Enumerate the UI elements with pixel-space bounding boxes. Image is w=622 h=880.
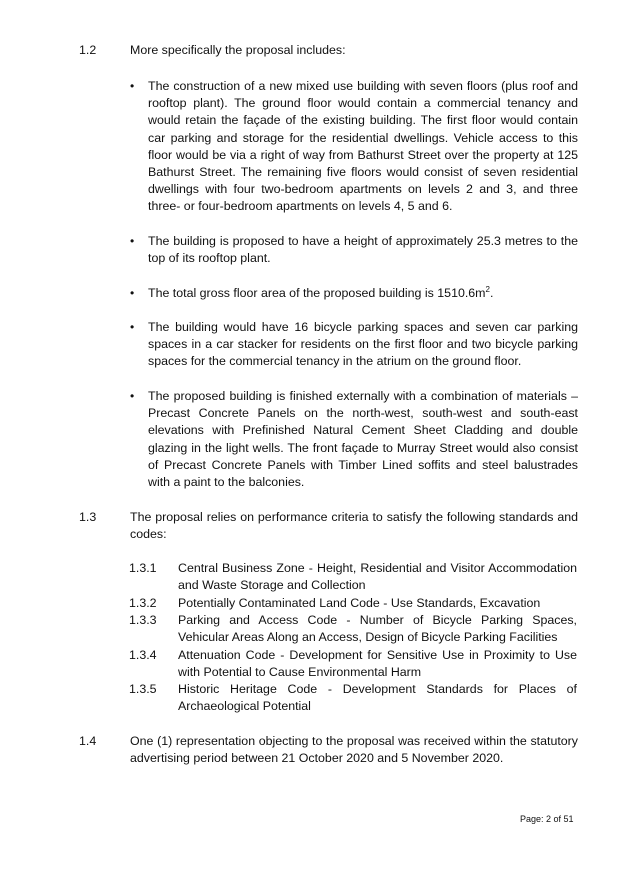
sub-item-number: 1.3.1 <box>129 561 157 575</box>
sub-item-number: 1.3.3 <box>129 613 157 627</box>
bullet-text: The construction of a new mixed use building with seven floors (plus roof and rooftop plant). The ground floor would contain a commercial tenancy and would retain the façade of the existing building. The first floor would contain car parking and storage for the residential dwellings. Vehicle access to this floor would be via a right of way from Bathurst Street over the property at 125 Bathurst Street. The remaining five floors would consist of seven residential dwellings with four two-bedroom apartments on levels 2 and 3, and three three- or four-bedroom apartments on levels 4, 5 and 6. <box>148 79 578 214</box>
sub-item-number: 1.3.5 <box>129 682 157 696</box>
section-text: More specifically the proposal includes: <box>130 43 346 57</box>
bullet-icon: • <box>130 320 135 334</box>
section-text: The proposal relies on performance criteria to satisfy the following standards and codes: <box>130 510 578 542</box>
bullet-icon: • <box>130 234 135 248</box>
sub-item-text: Parking and Access Code - Number of Bicycle Parking Spaces, Vehicular Areas Along an Access, Design of Bicycle Parking Facilities <box>178 613 577 645</box>
sub-item-text: Attenuation Code - Development for Sensitive Use in Proximity to Use with Potential to Cause Environmental Harm <box>178 648 577 680</box>
bullet-icon: • <box>130 79 135 93</box>
bullet-text: The proposed building is finished externally with a combination of materials – Precast Concrete Panels on the north-west, south-west and south-east elevations with Prefinished Natural Cement Sheet Cladding and double glazing in the light wells. The front façade to Murray Street would also consist of Precast Concrete Panels with Timber Lined soffits and steel balustrades with a paint to the balconies. <box>148 389 578 490</box>
section-number: 1.3 <box>79 510 97 524</box>
sub-item-text: Central Business Zone - Height, Residential and Visitor Accommodation and Waste Storage and Collection <box>178 561 577 593</box>
bullet-text: The total gross floor area of the proposed building is $1510.6m^2$. <box>148 284 494 300</box>
bullet-icon: • <box>130 389 135 403</box>
section-number: 1.2 <box>79 43 97 57</box>
section-number: 1.4 <box>79 734 97 748</box>
sub-item-number: 1.3.2 <box>129 596 157 610</box>
sub-item-text: Potentially Contaminated Land Code - Use Standards, Excavation <box>178 596 541 610</box>
sub-item-text: Historic Heritage Code - Development Standards for Places of Archaeological Potential <box>178 682 577 714</box>
bullet-icon: • <box>130 286 135 300</box>
sub-item-number: 1.3.4 <box>129 648 157 662</box>
bullet-text: The building would have 16 bicycle parking spaces and seven car parking spaces in a car stacker for residents on the first floor and two bicycle parking spaces for the commercial tenancy in the atrium on the ground floor. <box>148 320 578 369</box>
page-number: Page: 2 of 51 <box>520 814 574 824</box>
section-text: One (1) representation objecting to the proposal was received within the statutory advertising period between 21 October 2020 and 5 November 2020. <box>130 734 578 766</box>
bullet-text: The building is proposed to have a height of approximately 25.3 metres to the top of its rooftop plant. <box>148 234 578 266</box>
